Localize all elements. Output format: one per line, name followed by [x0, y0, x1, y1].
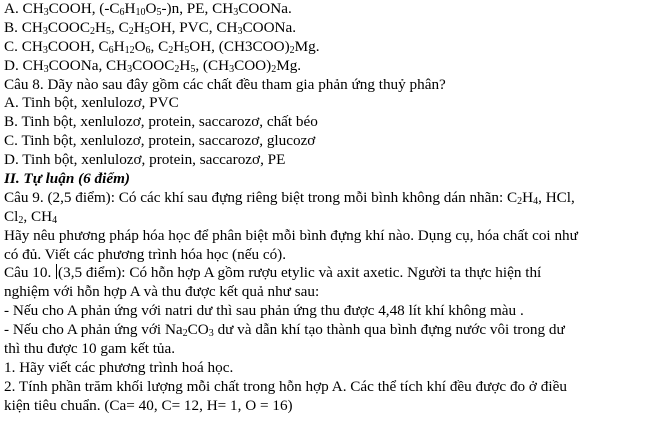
- question-10-line-6: 1. Hãy viết các phương trình hoá học.: [4, 358, 234, 376]
- question-9-line-3: Hãy nêu phương pháp hóa học để phân biệt mỗi bình đựng khí nào. Dụng cụ, hóa chất coi như: [4, 226, 578, 244]
- text-cursor: [56, 264, 57, 279]
- question-10-line-5: thì thu được 10 gam kết tủa.: [4, 340, 176, 358]
- question-10-line-1: Câu 10. (3,5 điểm): Có hỗn hợp A gồm rượu etylic và axit axetic. Người ta thực hiện thí: [4, 264, 542, 282]
- option-d-prev: D. $CH_3COONa$, $CH_3COOC_2H_5$, $(CH_3COO)_2Mg$.: [4, 56, 302, 75]
- question-10-line-3: - Nếu cho A phản ứng với natri dư thì sau phản ứng thu được 4,48 lít khí không màu .: [4, 302, 524, 320]
- question-9-line-1: Câu 9. (2,5 điểm): Có các khí sau đựng riêng biệt trong mỗi bình không dán nhãn: $C_2H_4$, HCl,: [4, 188, 575, 207]
- option-b-prev: B. $CH_3COOC_2H_5$, $C_2H_5OH$, PVC, $CH_3COONa$.: [4, 18, 297, 37]
- question-9-line-2: $Cl_2$, $CH_4$: [4, 207, 58, 226]
- question-10-line-7: 2. Tính phần trăm khối lượng mỗi chất trong hỗn hợp A. Các thể tích khí đều được đo ở điều: [4, 377, 567, 395]
- option-a-prev: A. $CH_3COOH$, $(-C_6H_{10}O_5-)n$, PE, $CH_3COONa$.: [4, 0, 292, 18]
- option-c-prev: C. $CH_3COOH$, $C_6H_{12}O_6$, $C_2H_5OH$, $(CH3COO)_2Mg$.: [4, 37, 320, 56]
- question-10-line-2: nghiệm với hỗn hợp A và thu được kết quả như sau:: [4, 283, 320, 301]
- q8-option-a: A. Tinh bột, xenlulozơ, PVC: [4, 94, 179, 112]
- question-10-line-8: kiện tiêu chuẩn. (Ca= 40, C= 12, H= 1, O = 16): [4, 396, 293, 414]
- section-heading: II. Tự luận (6 điểm): [4, 170, 130, 188]
- q8-option-d: D. Tinh bột, xenlulozơ, protein, saccarozơ, PE: [4, 151, 286, 169]
- question-8: Câu 8. Dãy nào sau đây gồm các chất đều tham gia phản ứng thuỷ phân?: [4, 75, 446, 93]
- question-9-line-4: có đủ. Viết các phương trình hóa học (nếu có).: [4, 245, 287, 263]
- q8-option-b: B. Tinh bột, xenlulozơ, protein, saccarozơ, chất béo: [4, 113, 318, 131]
- q8-option-c: C. Tinh bột, xenlulozơ, protein, saccarozơ, glucozơ: [4, 132, 316, 150]
- question-10-line-4: - Nếu cho A phản ứng với $Na_2CO_3$ dư và dẫn khí tạo thành qua bình đựng nước vôi trong dư: [4, 321, 565, 340]
